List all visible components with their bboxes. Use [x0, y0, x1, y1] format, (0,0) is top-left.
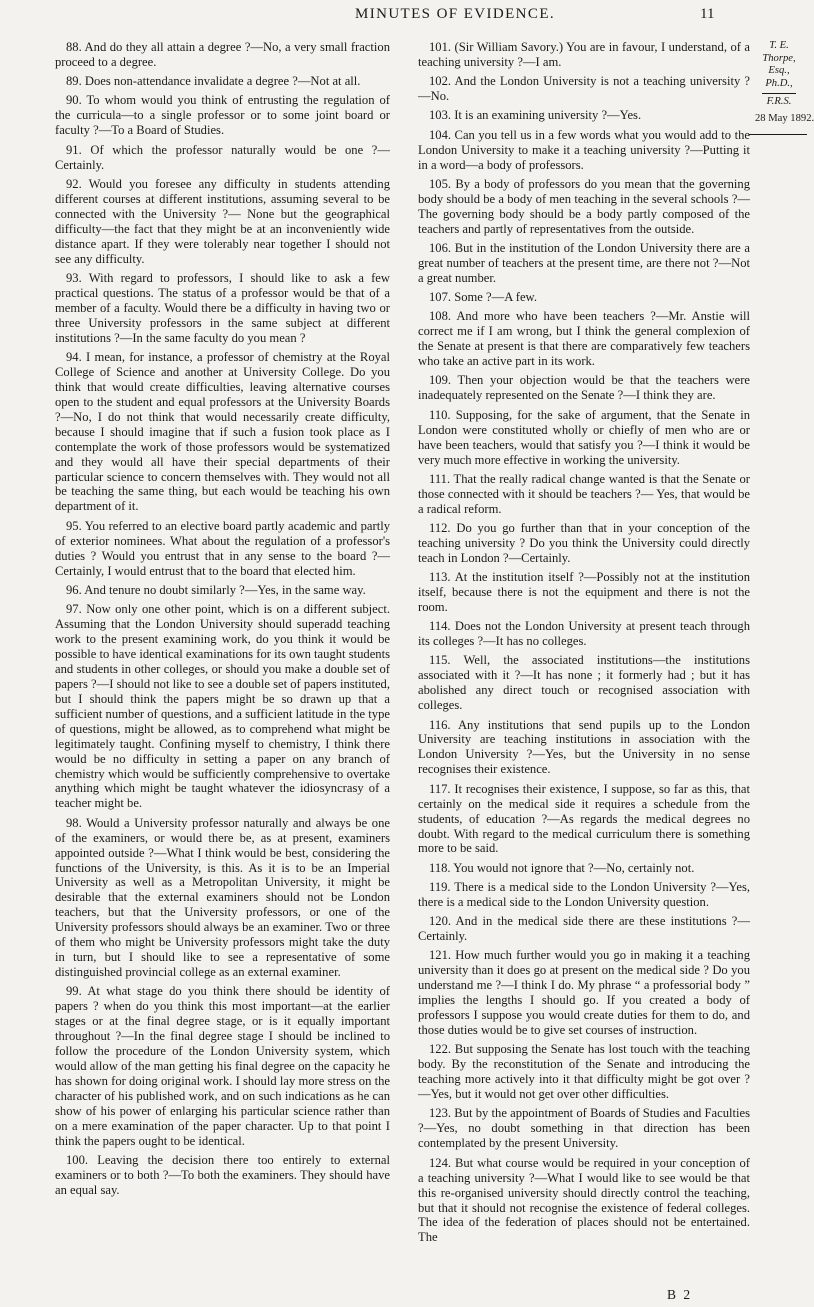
evidence-date: 28 May 1892.	[755, 112, 814, 124]
question-89: 89. Does non-attendance invalidate a degree ?—Not at all.	[66, 74, 361, 89]
question-114: 114. Does not the London University at present teach through its colleges ?—It has no colleges.	[418, 619, 750, 649]
witness-fellowship: F.R.S.	[766, 96, 792, 108]
question-93: 93. With regard to professors, I should like to ask a few practical questions. The status of a professor would be that of a member of a faculty. Would there be a difficulty in having two or three University professors in the same subject at different institutions ?—In the same faculty do you mean ?	[55, 270, 390, 345]
question-106: 106. But in the institution of the London University there are a great number of teachers at the present time, are there not ?—Not a great number.	[418, 240, 750, 285]
question-116: 116. Any institutions that send pupils up to the London University are teaching institutions in association with the London University ?—Yes, but the University in no sense recognises their existence.	[418, 717, 750, 777]
witness-name: T. E. Thorpe,	[762, 40, 796, 64]
question-120: 120. And in the medical side there are these institutions ?—Certainly.	[418, 914, 750, 944]
question-109: 109. Then your objection would be that the teachers were inadequately represented on the Senate ?—I think they are.	[418, 373, 750, 403]
question-100: 100. Leaving the decision there too entirely to external examiners or to both ?—To both the examiners. They should have an equal say.	[55, 1153, 390, 1198]
question-115: 115. Well, the associated institutions—the institutions associated with it ?—It has none ; it formerly had ; but it has abolished any direct touch or recognised association with colleges.	[418, 653, 750, 713]
question-97: 97. Now only one other point, which is on a different subject. Assuming that the London University should superadd teaching work to the present examining work, do you think it would be possible to have identical examinations for its own taught students and students in other colleges, or should you make a double set of papers ?—I should not like to see a double set of papers instituted, but I should think the papers might be so drawn up that a sufficient number of questions, and a sufficient latitude in the type of questions, might be allowed, as to comprehend what might be legitimately taught. Confining myself to chemistry, I think there would be no difficulty in setting a paper on any branch of chemistry which would be sufficiently comprehensive to overtake anything which might be taught whatever the idiosyncrasy of a teacher might be.	[55, 602, 390, 811]
question-110: 110. Supposing, for the sake of argument, that the Senate in London were constituted wholly or chiefly of men who are or have been teachers, would that satisfy you ?—I think it would be very much more effective in working the university.	[418, 407, 750, 467]
question-118: 118. You would not ignore that ?—No, certainly not.	[429, 860, 695, 875]
left-column	[55, 40, 390, 1202]
question-123: 123. But by the appointment of Boards of Studies and Faculties ?—Yes, no doubt something in that direction has been contemplated by the present University.	[418, 1106, 750, 1151]
question-99: 99. At what stage do you think there should be identity of papers ? when do you think this most important—at the earlier stages or at the final degree stage, or is it equally important throughout ?—In the final degree stage I should be inclined to follow the procedure of the London University system, which would allow of the man getting his final degree on the capacity he has shown for doing original work. I should lay more stress on the character of his published work, and on such indications as he can show of his power of enlarging his particular science rather than on a mere examination of the paper character. Up to that point I think the papers ought to be identical.	[55, 984, 390, 1148]
question-117: 117. It recognises their existence, I suppose, so far as this, that certainly on the medical side it requires a schedule from the students, of education ?—As regards the medical degrees no doubt. With regard to the medical curriculum there is something more to be said.	[418, 781, 750, 856]
question-121: 121. How much further would you go in making it a teaching university than it does go at present on the medical side ? Do you understand me ?—I think I do. My phrase “ a professorial body ” implies the lengths I should go. If you created a body of professors I suppose you would create duties for them to do, and those duties would be to give set courses of instruction.	[418, 948, 750, 1038]
running-title: MINUTES OF EVIDENCE.	[354, 6, 556, 22]
question-94: 94. I mean, for instance, a professor of chemistry at the Royal College of Science and another at University College. Do you think that would create difficulties, leaving alternative courses open to the student and equal professors at the University Boards ?—No, I do not think that would necessarily create difficulty, because I should imagine that if such a fusion took place as I contemplate the work of those professors would be systematized and they would all have their special departments of their particular science to concern themselves with. They would not all be teaching the same thing, but each would be teaching his own department of it.	[55, 349, 390, 514]
question-90: 90. To whom would you think of entrusting the regulation of the curricula—to a single professor or to some joint board or faculty ?—To a Board of Studies.	[55, 93, 390, 138]
page-number: 11	[700, 6, 715, 22]
page-header	[0, 6, 800, 28]
question-107: 107. Some ?—A few.	[429, 290, 537, 305]
question-104: 104. Can you tell us in a few words what you would add to the London University to make it a teaching university ?—Putting it in a word—a body of professors.	[418, 127, 750, 172]
signature-mark: B 2	[667, 1287, 693, 1302]
question-102: 102. And the London University is not a teaching university ?—No.	[418, 74, 750, 104]
question-92: 92. Would you foresee any difficulty in students attending different courses at different institutions, assuming several to be connected with the University ?— None but the geographical difficulty—the fact that they might be at an inconveniently wide distance apart. If they were tolerably near together I should not see any difficulty.	[55, 176, 390, 266]
question-111: 111. That the really radical change wanted is that the Senate or those connected with it should be teachers ?— Yes, that would be a radical reform.	[418, 471, 750, 516]
witness-degrees: Esq., Ph.D.,	[765, 65, 793, 89]
question-108: 108. And more who have been teachers ?—Mr. Anstie will correct me if I am wrong, but I think the general complexion of the Senate at present is that there are comparatively few teachers who take an active part in its work.	[418, 309, 750, 369]
question-98: 98. Would a University professor naturally and always be one of the examiners, or would there be, as at present, examiners appointed outside ?—What I think would be best, considering the functions of the University, is this. As it is to be an Imperial University as well as a Metropolitan University, it might be desirable that the external examiners should not be London teachers, but that the University professors, or one of the University professors should always be an examiner. Two or three of them who might be University professors might take the duty in turn, but I should like to see a representative of some distinguished provincial college as an external examiner.	[55, 815, 390, 980]
question-103: 103. It is an examining university ?—Yes.	[429, 108, 642, 123]
question-101: 101. (Sir William Savory.) You are in favour, I understand, of a teaching university ?—I am.	[418, 40, 750, 69]
question-96: 96. And tenure no doubt similarly ?—Yes, in the same way.	[66, 582, 366, 597]
question-95: 95. You referred to an elective board partly academic and partly of exterior nominees. What about the regulation of a professor's duties ? Would you entrust that in any sense to the board ?—Certainly, I would entrust that to the board that elected him.	[55, 518, 390, 578]
question-124: 124. But what course would be required in your conception of a teaching university ?—What I would like to see would be that this re-organised university should directly control the teaching, but that it should not recognise the existence of federal colleges. The idea of the federation of places should not be entertained. The	[418, 1155, 750, 1245]
margin-rule	[762, 93, 796, 94]
right-column	[418, 40, 750, 1250]
margin-rule-lower	[749, 134, 807, 135]
question-88: 88. And do they all attain a degree ?—No, a very small fraction proceed to a degree.	[55, 40, 390, 69]
question-91: 91. Of which the professor naturally would be one ?— Certainly.	[55, 142, 390, 172]
question-112: 112. Do you go further than that in your conception of the teaching university ? Do you think the University could directly teach in London ?—Certainly.	[418, 520, 750, 565]
witness-margin-note	[755, 40, 814, 137]
question-122: 122. But supposing the Senate has lost touch with the teaching body. By the reconstitution of the Senate and introducing the teaching more actively into it that difficulty might be got over ?—Yes, but it would not get over other difficulties.	[418, 1042, 750, 1102]
question-119: 119. There is a medical side to the London University ?—Yes, there is a medical side to the London University question.	[418, 879, 750, 909]
question-113: 113. At the institution itself ?—Possibly not at the institution itself, because there is not the equipment and there is not the room.	[418, 570, 750, 614]
question-105: 105. By a body of professors do you mean that the governing body should be a body of men teaching in the several schools ?—The governing body should be a body partly composed of the teachers and partly of representatives from the outside.	[418, 176, 750, 236]
